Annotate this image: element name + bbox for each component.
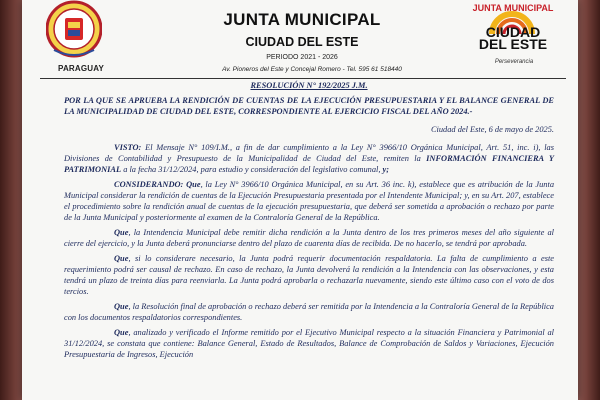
que-4-word: Que (114, 328, 129, 337)
que-4-text: , analizado y verificado el Informe remitido por el Ejecutivo Municipal respecto a la situación Financiera y Patrimonial al 31/12/2024, se constata que contiene: Balance General, Estado de Resultados, Balance de Comprobación de Saldos y Variaciones, Ejecución Presupuestaria de Ingresos, Ejecución (64, 328, 554, 359)
visto-paragraph (64, 142, 554, 175)
visto-text: El Mensaje N° 109/I.M., a fin de dar cumplimiento a la Ley N° 3966/10 Orgánica Municipal, Art. 51, inc. i), las Divisiones de Contabilidad y Presupuesto de la Municipalidad de Ciudad del Este, remiten la (64, 143, 554, 163)
address-line: Av. Pioneros del Este y Concejal Romero - Tel. 595 61 518440 (222, 66, 402, 73)
que-paragraph-3 (64, 301, 554, 323)
logo-slogan: Perseverancia (494, 59, 534, 65)
background-right (578, 0, 600, 400)
que-3-text: , la Resolución final de aprobación o rechazo deberá ser remitida por la Intendencia a la Contraloría General de la República con los documentos respaldatorios correspondientes. (64, 302, 554, 322)
que-1-text: , la Intendencia Municipal debe remitir dicha rendición a la Junta dentro de los tres primeros meses del año siguiente al cierre del ejercicio, y la Junta deberá pronunciarse dentro del plazo de cuarenta días de recibida. De no hacerlo, se tendrá por aprobada. (64, 228, 554, 248)
resolution-summary: POR LA QUE SE APRUEBA LA RENDICIÓN DE CUENTAS DE LA EJECUCIÓN PRESUPUESTARIA Y EL BALANCE GENERAL DE LA MUNICIPALIDAD DE CIUDAD DEL ESTE, CORRESPONDIENTE AL EJERCICIO FISCAL DEL AÑO 2024.- (64, 96, 554, 116)
que-1-word: Que (114, 228, 129, 237)
considerando-label: CONSIDERANDO: (114, 180, 184, 189)
que-3-word: Que (114, 302, 129, 311)
visto-bold: INFORMACIÓN FINANCIERA Y PATRIMONIAL (64, 154, 554, 174)
que-paragraph-1 (64, 227, 554, 249)
municipal-seal-icon (46, 0, 102, 60)
logo-line-2: DEL ESTE (478, 36, 548, 52)
country-label: PARAGUAY (58, 64, 105, 73)
letterhead (22, 0, 578, 76)
header-divider (40, 78, 566, 79)
considerando-word: Que (186, 180, 201, 189)
que-paragraph-2 (64, 253, 554, 297)
document-date: Ciudad del Este, 6 de mayo de 2025. (430, 125, 554, 134)
visto-tail: a la fecha 31/12/2024, para estudio y consideración del legislativo comunal, (121, 165, 383, 174)
considerando-text: , la Ley N° 3966/10 Orgánica Municipal, en su Art. 36 inc. k), establece que es atribución de la Junta Municipal considerar la rendición de cuentas de la Ejecución Presupuestaria presentada por el Intendente Municipal; y, en su Art. 207, establece el procedimiento sobre la rendición anual de cuentas de la ejecución presupuestaria, que deberá ser sometida a aprobación o rechazo por parte de la Junta Municipal y posteriormente al examen de la Contraloría General de la República. (64, 180, 555, 222)
logo-line-1: CIUDAD (485, 24, 541, 40)
que-paragraph-4 (64, 327, 554, 360)
visto-label: VISTO: (114, 143, 142, 152)
que-2-text: , si lo considerare necesario, la Junta podrá requerir documentación respaldatoria. La falta de cumplimiento a este requerimiento podrá ser causal de rechazo. En caso de rechazo, la Junta devolverá la rendición a la Intendencia con las observaciones, y esta tendrá un plazo de treinta días para reenviarla. La Junta podrá aprobarla o rechazarla nuevamente, siendo este último caso con el voto de dos tercios. (64, 254, 554, 296)
city-title: CIUDAD DEL ESTE (245, 35, 359, 49)
logo-top-text: JUNTA MUNICIPAL (472, 3, 554, 13)
considerando-paragraph (64, 179, 554, 223)
document-body (64, 80, 554, 364)
institution-title: JUNTA MUNICIPAL (223, 10, 381, 29)
logo-city-name (466, 26, 560, 50)
visto-end: y; (382, 165, 390, 174)
que-2-word: Que (114, 254, 129, 263)
resolution-number: RESOLUCIÓN N° 192/2025 J.M. (250, 81, 368, 90)
period-label: PERIODO 2021 - 2026 (266, 54, 338, 61)
